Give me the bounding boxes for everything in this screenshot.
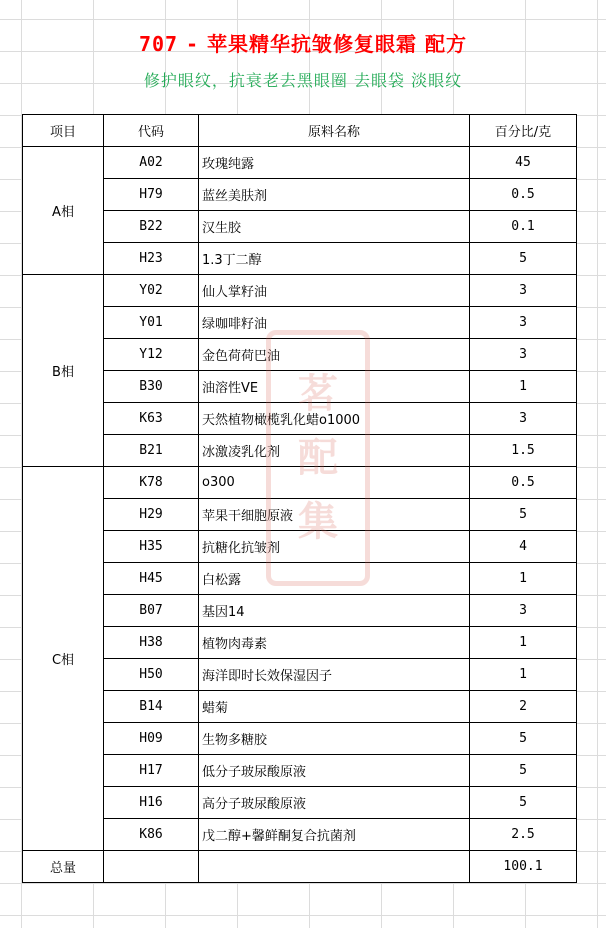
table-row (23, 339, 577, 371)
table-row (23, 755, 577, 787)
ingredient-name-cell[interactable]: 绿咖啡籽油 (199, 307, 470, 339)
ingredient-name-cell[interactable]: 汉生胶 (199, 211, 470, 243)
code-cell[interactable]: H17 (104, 755, 199, 787)
table-row (23, 659, 577, 691)
percent-cell[interactable]: 0.5 (470, 467, 577, 499)
percent-cell[interactable]: 5 (470, 243, 577, 275)
table-row (23, 307, 577, 339)
watermark-char: 茗 (298, 370, 338, 417)
percent-cell[interactable]: 45 (470, 147, 577, 179)
ingredient-name-cell[interactable]: o300 (199, 467, 470, 499)
header-phase[interactable]: 项目 (23, 115, 104, 147)
percent-cell[interactable]: 0.5 (470, 179, 577, 211)
table-row (23, 723, 577, 755)
code-cell[interactable]: Y02 (104, 275, 199, 307)
table-row (23, 627, 577, 659)
code-cell[interactable]: H29 (104, 499, 199, 531)
total-name-cell[interactable] (199, 851, 470, 883)
ingredient-name-cell[interactable]: 白松露 (199, 563, 470, 595)
percent-cell[interactable]: 4 (470, 531, 577, 563)
code-cell[interactable]: H79 (104, 179, 199, 211)
code-cell[interactable]: H38 (104, 627, 199, 659)
code-cell[interactable]: H35 (104, 531, 199, 563)
percent-cell[interactable]: 3 (470, 307, 577, 339)
percent-cell[interactable]: 1 (470, 371, 577, 403)
phase-cell[interactable]: A相 (23, 147, 104, 275)
table-row (23, 499, 577, 531)
percent-cell[interactable]: 1.5 (470, 435, 577, 467)
percent-cell[interactable]: 3 (470, 403, 577, 435)
code-cell[interactable]: B30 (104, 371, 199, 403)
table-row (23, 819, 577, 851)
ingredient-name-cell[interactable]: 油溶性VE (199, 371, 470, 403)
percent-cell[interactable]: 0.1 (470, 211, 577, 243)
header-name[interactable]: 原料名称 (199, 115, 470, 147)
phase-cell[interactable]: C相 (23, 467, 104, 851)
ingredient-name-cell[interactable]: 天然植物橄榄乳化蜡o1000 (199, 403, 470, 435)
ingredient-name-cell[interactable]: 戊二醇+馨鲜酮复合抗菌剂 (199, 819, 470, 851)
code-cell[interactable]: B22 (104, 211, 199, 243)
header-percent[interactable]: 百分比/克 (470, 115, 577, 147)
table-row (23, 371, 577, 403)
ingredient-name-cell[interactable]: 玫瑰纯露 (199, 147, 470, 179)
code-cell[interactable]: B07 (104, 595, 199, 627)
table-row (23, 243, 577, 275)
header-code[interactable]: 代码 (104, 115, 199, 147)
code-cell[interactable]: H50 (104, 659, 199, 691)
watermark-char: 配 (298, 434, 338, 481)
ingredient-name-cell[interactable]: 冰激凌乳化剂 (199, 435, 470, 467)
percent-cell[interactable]: 5 (470, 499, 577, 531)
percent-cell[interactable]: 5 (470, 755, 577, 787)
percent-cell[interactable]: 2.5 (470, 819, 577, 851)
header-row (23, 115, 577, 147)
percent-cell[interactable]: 1 (470, 627, 577, 659)
total-label-cell[interactable]: 总量 (23, 851, 104, 883)
table-row (23, 403, 577, 435)
ingredient-name-cell[interactable]: 低分子玻尿酸原液 (199, 755, 470, 787)
code-cell[interactable]: H23 (104, 243, 199, 275)
percent-cell[interactable]: 3 (470, 275, 577, 307)
phase-cell[interactable]: B相 (23, 275, 104, 467)
table-row (23, 595, 577, 627)
code-cell[interactable]: B21 (104, 435, 199, 467)
code-cell[interactable]: K63 (104, 403, 199, 435)
percent-cell[interactable]: 1 (470, 659, 577, 691)
ingredient-name-cell[interactable]: 高分子玻尿酸原液 (199, 787, 470, 819)
total-percent-cell[interactable]: 100.1 (470, 851, 577, 883)
code-cell[interactable]: H09 (104, 723, 199, 755)
document-subtitle: 修护眼纹，抗衰老去黑眼圈 去眼袋 淡眼纹 (143, 71, 463, 90)
table-row (23, 563, 577, 595)
watermark-char: 集 (298, 498, 338, 545)
code-cell[interactable]: A02 (104, 147, 199, 179)
table-row (23, 691, 577, 723)
ingredient-name-cell[interactable]: 仙人掌籽油 (199, 275, 470, 307)
title-dash: - (186, 32, 200, 56)
percent-cell[interactable]: 3 (470, 595, 577, 627)
document-title (0, 28, 606, 57)
percent-cell[interactable]: 5 (470, 723, 577, 755)
code-cell[interactable]: K86 (104, 819, 199, 851)
percent-cell[interactable]: 5 (470, 787, 577, 819)
ingredient-name-cell[interactable]: 蓝丝美肤剂 (199, 179, 470, 211)
ingredient-name-cell[interactable]: 海洋即时长效保湿因子 (199, 659, 470, 691)
ingredient-name-cell[interactable]: 抗糖化抗皱剂 (199, 531, 470, 563)
table-row (23, 275, 577, 307)
code-cell[interactable]: H45 (104, 563, 199, 595)
ingredient-name-cell[interactable]: 蜡菊 (199, 691, 470, 723)
table-row (23, 531, 577, 563)
formula-code: 707 (138, 32, 179, 56)
percent-cell[interactable]: 3 (470, 339, 577, 371)
ingredient-name-cell[interactable]: 1.3丁二醇 (199, 243, 470, 275)
table-row (23, 787, 577, 819)
percent-cell[interactable]: 2 (470, 691, 577, 723)
table-row (23, 211, 577, 243)
table-row (23, 179, 577, 211)
ingredient-name-cell[interactable]: 生物多糖胶 (199, 723, 470, 755)
code-cell[interactable]: Y12 (104, 339, 199, 371)
code-cell[interactable]: H16 (104, 787, 199, 819)
code-cell[interactable]: B14 (104, 691, 199, 723)
table-row (23, 467, 577, 499)
ingredient-name-cell[interactable]: 金色荷荷巴油 (199, 339, 470, 371)
code-cell[interactable]: K78 (104, 467, 199, 499)
formula-table (22, 114, 577, 883)
total-row (23, 851, 577, 883)
formula-name: 苹果精华抗皱修复眼霜 配方 (207, 32, 468, 56)
ingredient-name-cell[interactable]: 植物肉毒素 (199, 627, 470, 659)
percent-cell[interactable]: 1 (470, 563, 577, 595)
code-cell[interactable]: Y01 (104, 307, 199, 339)
ingredient-name-cell[interactable]: 基因14 (199, 595, 470, 627)
table-row (23, 147, 577, 179)
total-code-cell[interactable] (104, 851, 199, 883)
table-row (23, 435, 577, 467)
ingredient-name-cell[interactable]: 苹果干细胞原液 (199, 499, 470, 531)
